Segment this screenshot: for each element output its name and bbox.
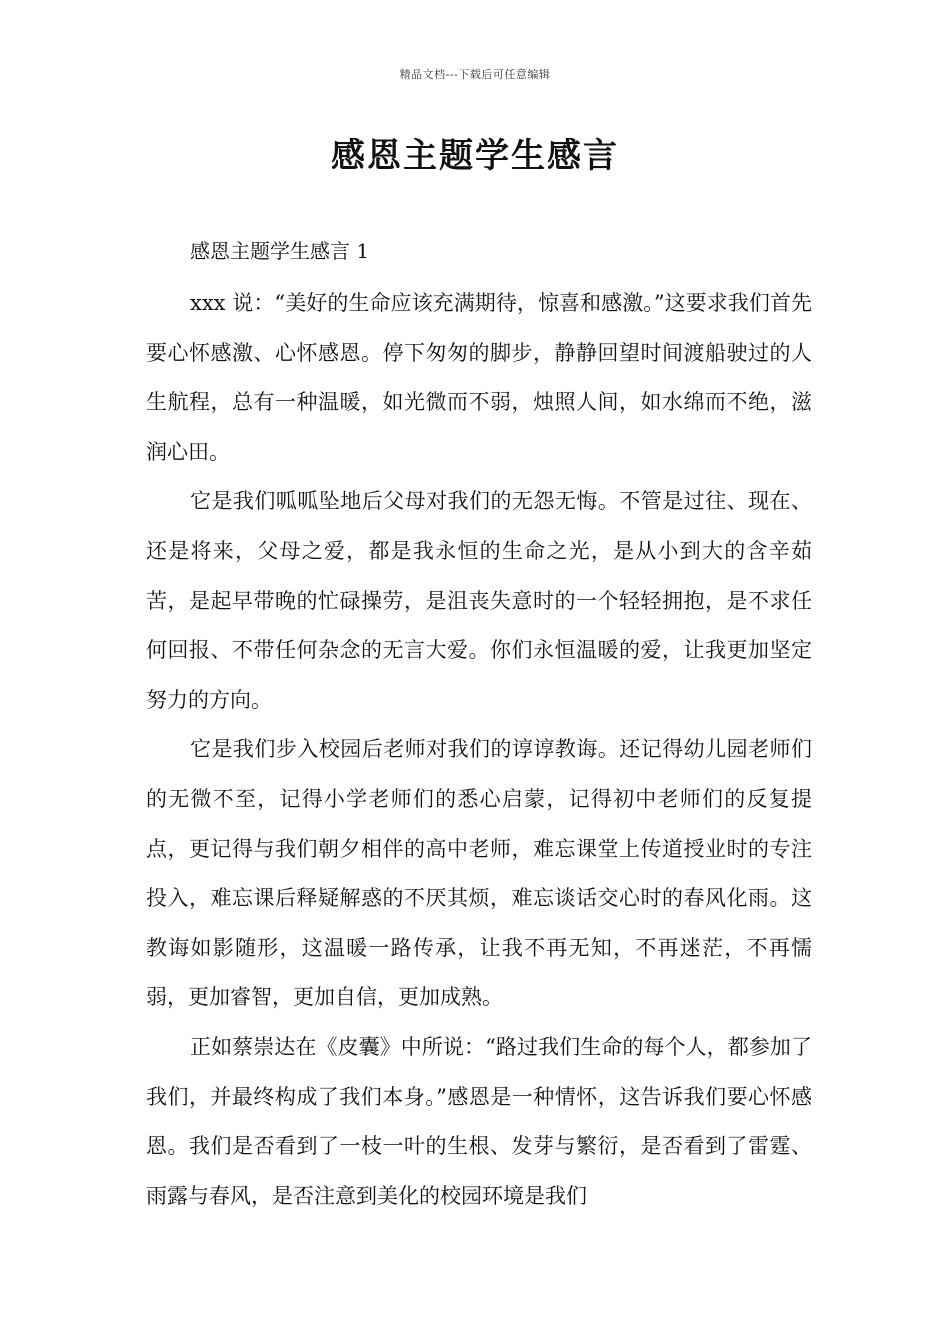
paragraph: 正如蔡崇达在《皮囊》中所说：“路过我们生命的每个人，都参加了我们，并最终构成了我们本身。”感恩是一种情怀，这告诉我们要心怀感恩。我们是否看到了一枝一叶的生根、发芽与繁衍，是否看到了雷霆、雨露与春风，是否注意到美化的校园环境是我们 <box>146 1034 812 1208</box>
section-heading: 感恩主题学生感言 1 <box>190 239 370 263</box>
document-title: 感恩主题学生感言 <box>331 136 619 176</box>
paragraph: 它是我们步入校园后老师对我们的谆谆教诲。还记得幼儿园老师们的无微不至，记得小学老师们的悉心启蒙，记得初中老师们的反复提点，更记得与我们朝夕相伴的高中老师，难忘课堂上传道授业时的专注投入，难忘课后释疑解惑的不厌其烦，难忘谈话交心时的春风化雨。这教诲如影随形，这温暖一路传承，让我不再无知，不再迷茫，不再懦弱，更加睿智，更加自信，更加成熟。 <box>146 737 812 1010</box>
header-note: 精品文档---下载后可任意编辑 <box>399 68 551 81</box>
paragraph: 它是我们呱呱坠地后父母对我们的无怨无悔。不管是过往、现在、还是将来，父母之爱，都是我永恒的生命之光，是从小到大的含辛茹苦，是起早带晚的忙碌操劳，是沮丧失意时的一个轻轻拥抱，是不求任何回报、不带任何杂念的无言大爱。你们永恒温暖的爱，让我更加坚定努力的方向。 <box>146 489 812 712</box>
paragraph: xxx 说：“美好的生命应该充满期待，惊喜和感激。”这要求我们首先要心怀感激、心怀感恩。停下匆匆的脚步，静静回望时间渡船驶过的人生航程，总有一种温暖，如光微而不弱，烛照人间，如水绵而不绝，滋润心田。 <box>146 291 812 464</box>
document-body <box>146 232 812 1221</box>
